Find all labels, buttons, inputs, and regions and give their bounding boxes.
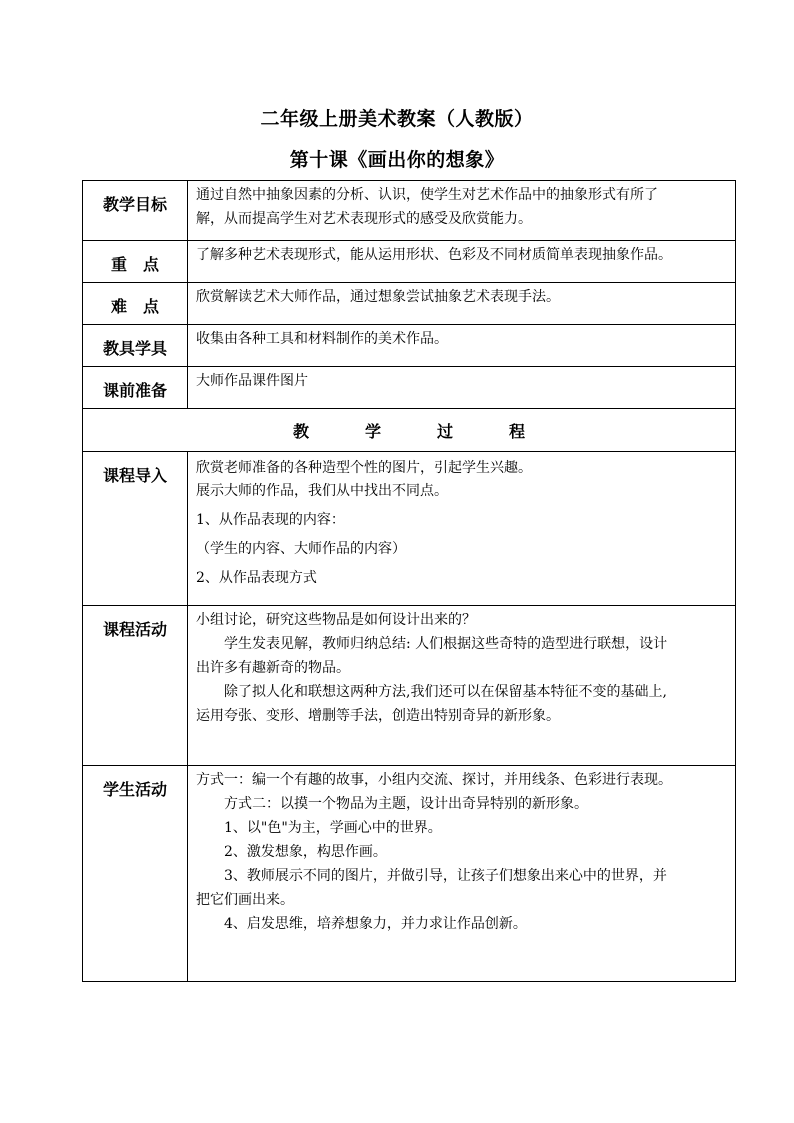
row-content (188, 283, 736, 325)
section-label: 课程导入 (83, 452, 188, 606)
row-label: 重 点 (83, 241, 188, 283)
row-label: 难 点 (83, 283, 188, 325)
content-line: 1、从作品表现的内容： (196, 512, 345, 528)
process-header-row (83, 409, 736, 452)
content-line: 2、激发想象，构思作画。 (196, 844, 387, 860)
process-char: 程 (509, 421, 526, 441)
table-row (83, 181, 736, 241)
content-line: 4、启发思维，培养想象力，并力求让作品创新。 (196, 916, 527, 932)
content-line: 运用夸张、变形、增删等手法，创造出特别奇异的新形象。 (196, 708, 560, 724)
row-label: 教具学具 (83, 325, 188, 367)
table-row (83, 241, 736, 283)
process-char: 过 (437, 421, 454, 441)
content-line: 出许多有趣新奇的物品。 (196, 660, 350, 676)
section-content (188, 452, 736, 606)
content-line: 把它们画出来。 (196, 892, 294, 908)
section-content (188, 766, 736, 982)
content-line: 收集由各种工具和材料制作的美术作品。 (196, 331, 448, 347)
content-line: 1、以"色"为主，学画心中的世界。 (196, 820, 442, 836)
row-content (188, 241, 736, 283)
content-line: 大师作品课件图片 (196, 373, 308, 389)
process-char: 教 (292, 421, 309, 441)
content-line: 通过自然中抽象因素的分析、认识，使学生对艺术作品中的抽象形式有所了 (196, 187, 658, 203)
table-row (83, 283, 736, 325)
table-row (83, 452, 736, 606)
content-line: 欣赏老师准备的各种造型个性的图片，引起学生兴趣。 (196, 460, 532, 476)
row-content (188, 367, 736, 409)
row-content (188, 325, 736, 367)
content-line: （学生的内容、大师作品的内容） (196, 541, 406, 557)
lesson-plan-table (82, 180, 736, 982)
process-char: 学 (364, 421, 381, 441)
content-line: 方式二：以摸一个物品为主题，设计出奇异特别的新形象。 (196, 796, 588, 812)
content-line: 2、从作品表现方式 (196, 570, 317, 586)
section-label: 课程活动 (83, 606, 188, 766)
row-content (188, 181, 736, 241)
table-row (83, 325, 736, 367)
document-title: 二年级上册美术教案（人教版） (260, 108, 534, 130)
row-label: 课前准备 (83, 367, 188, 409)
content-line: 学生发表见解，教师归纳总结: 人们根据这些奇特的造型进行联想，设计 (196, 636, 668, 652)
row-label: 教学目标 (83, 181, 188, 241)
table-row (83, 766, 736, 982)
section-label: 学生活动 (83, 766, 188, 982)
content-line: 解，从而提高学生对艺术表现形式的感受及欣赏能力。 (196, 211, 532, 227)
lesson-title: 第十课《画出你的想象》 (289, 149, 505, 171)
content-line: 欣赏解读艺术大师作品，通过想象尝试抽象艺术表现手法。 (196, 289, 560, 305)
content-line: 3、教师展示不同的图片，并做引导，让孩子们想象出来心中的世界，并 (196, 868, 667, 884)
table-row (83, 606, 736, 766)
content-line: 除了拟人化和联想这两种方法,我们还可以在保留基本特征不变的基础上, (196, 684, 667, 700)
table-row (83, 367, 736, 409)
section-content (188, 606, 736, 766)
process-header (83, 409, 736, 452)
content-line: 方式一：编一个有趣的故事，小组内交流、探讨，并用线条、色彩进行表现。 (196, 772, 672, 788)
content-line: 小组讨论，研究这些物品是如何设计出来的？ (196, 612, 476, 628)
content-line: 展示大师的作品，我们从中找出不同点。 (196, 483, 448, 499)
content-line: 了解多种艺术表现形式，能从运用形状、色彩及不同材质简单表现抽象作品。 (196, 247, 672, 263)
